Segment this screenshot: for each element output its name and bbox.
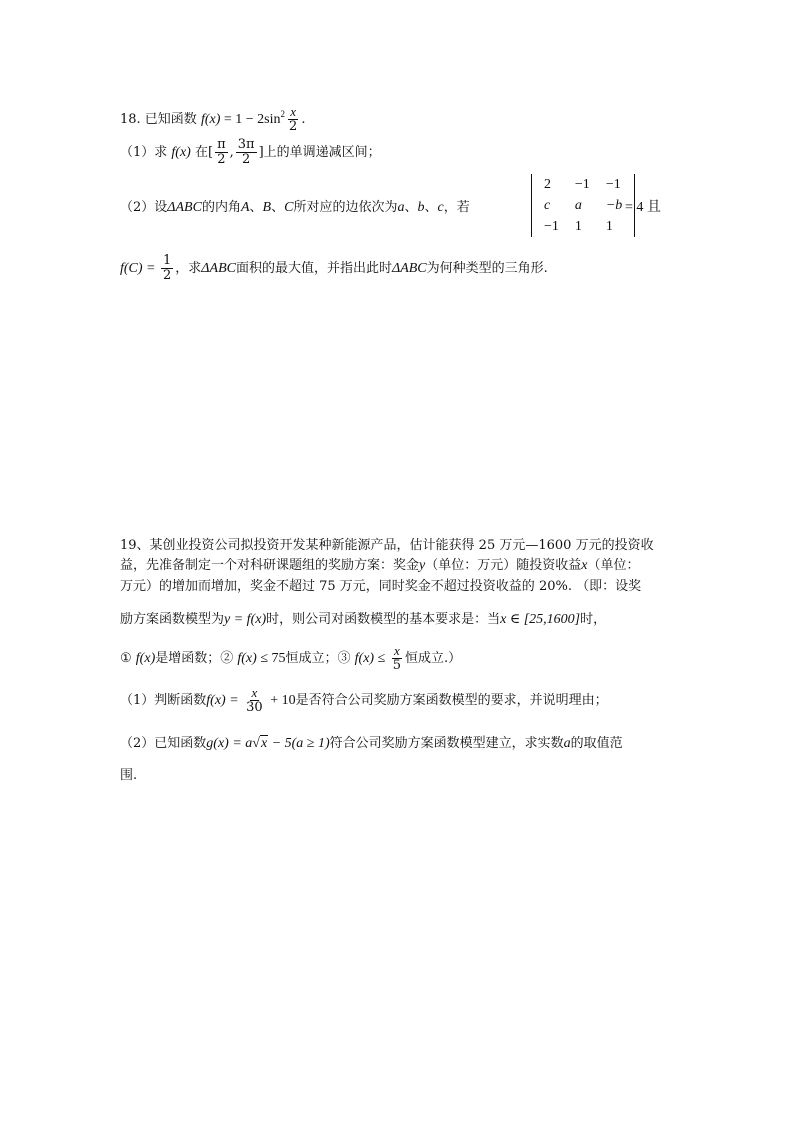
- fraction-one-half: $\frac{1}{2}$: [163, 253, 172, 283]
- q18-part1: （1）求 f(x) 在[ $\frac{\pi}{2}$ , $\frac{3\pi}{2}$ ]上的单调递减区间；: [120, 137, 381, 167]
- q18-stem: 18. 已知函数 $f(x) = 1 - 2\sin^2$ $\frac{x}{2}$ .: [120, 104, 306, 134]
- fraction-pi-over-2: $\frac{\pi}{2}$: [217, 137, 226, 167]
- determinant-matrix: [531, 174, 635, 237]
- q19-part2: （2）已知函数g(x) = a√x − 5(a ≥ 1)符合公司奖励方案函数模型建立，求实数a的取值范: [120, 736, 623, 751]
- q18-det-result: = 4 且: [625, 200, 661, 215]
- q19-line3: 万元）的增加而增加，奖金不超过 75 万元，同时奖金不超过投资收益的 20%. （即：设奖: [120, 579, 642, 594]
- fraction-x-over-2: $\frac{x}{2}$: [289, 104, 298, 134]
- q18-part2-cont: f(C) = $\frac{1}{2}$ ，求ΔABC面积的最大值，并指出此时ΔABC为何种类型的三角形.: [120, 253, 548, 283]
- q19-part1: （1）判断函数f(x) = $\frac{x}{30}$ + 10是否符合公司奖励方案函数模型的要求，并说明理由；: [120, 685, 608, 715]
- q19-part2-end: 围.: [120, 768, 138, 783]
- determinant-table: 2 −1 −1 c a −b −1 1 1: [544, 176, 623, 234]
- fraction-x-over-5: $\frac{x}{5}$: [392, 643, 402, 673]
- fraction-3pi-over-2: $\frac{3\pi}{2}$: [237, 137, 255, 167]
- fraction-x-over-30: $\frac{x}{30}$: [246, 685, 263, 715]
- q19-line5: ① f(x)是增函数；② f(x) ≤ 75恒成立；③ f(x) ≤ $\frac{x}{5}$ 恒成立.）: [120, 643, 462, 673]
- q19-line2: 益，先准备制定一个对科研课题组的奖励方案：奖金y（单位：万元）随投资收益x（单位：: [120, 558, 640, 573]
- q18-part2: （2）设ΔABC的内角A、B、C所对应的边依次为a、b、c，若: [120, 200, 470, 215]
- sqrt-symbol: √: [252, 736, 260, 751]
- q19-line4: 励方案函数模型为y = f(x)时，则公司对函数模型的基本要求是：当x ∈ [25,1600]时，: [120, 612, 607, 627]
- q19-line1: 19、某创业投资公司拟投资开发某种新能源产品，估计能获得 25 万元—1600 万元的投资收: [120, 538, 654, 553]
